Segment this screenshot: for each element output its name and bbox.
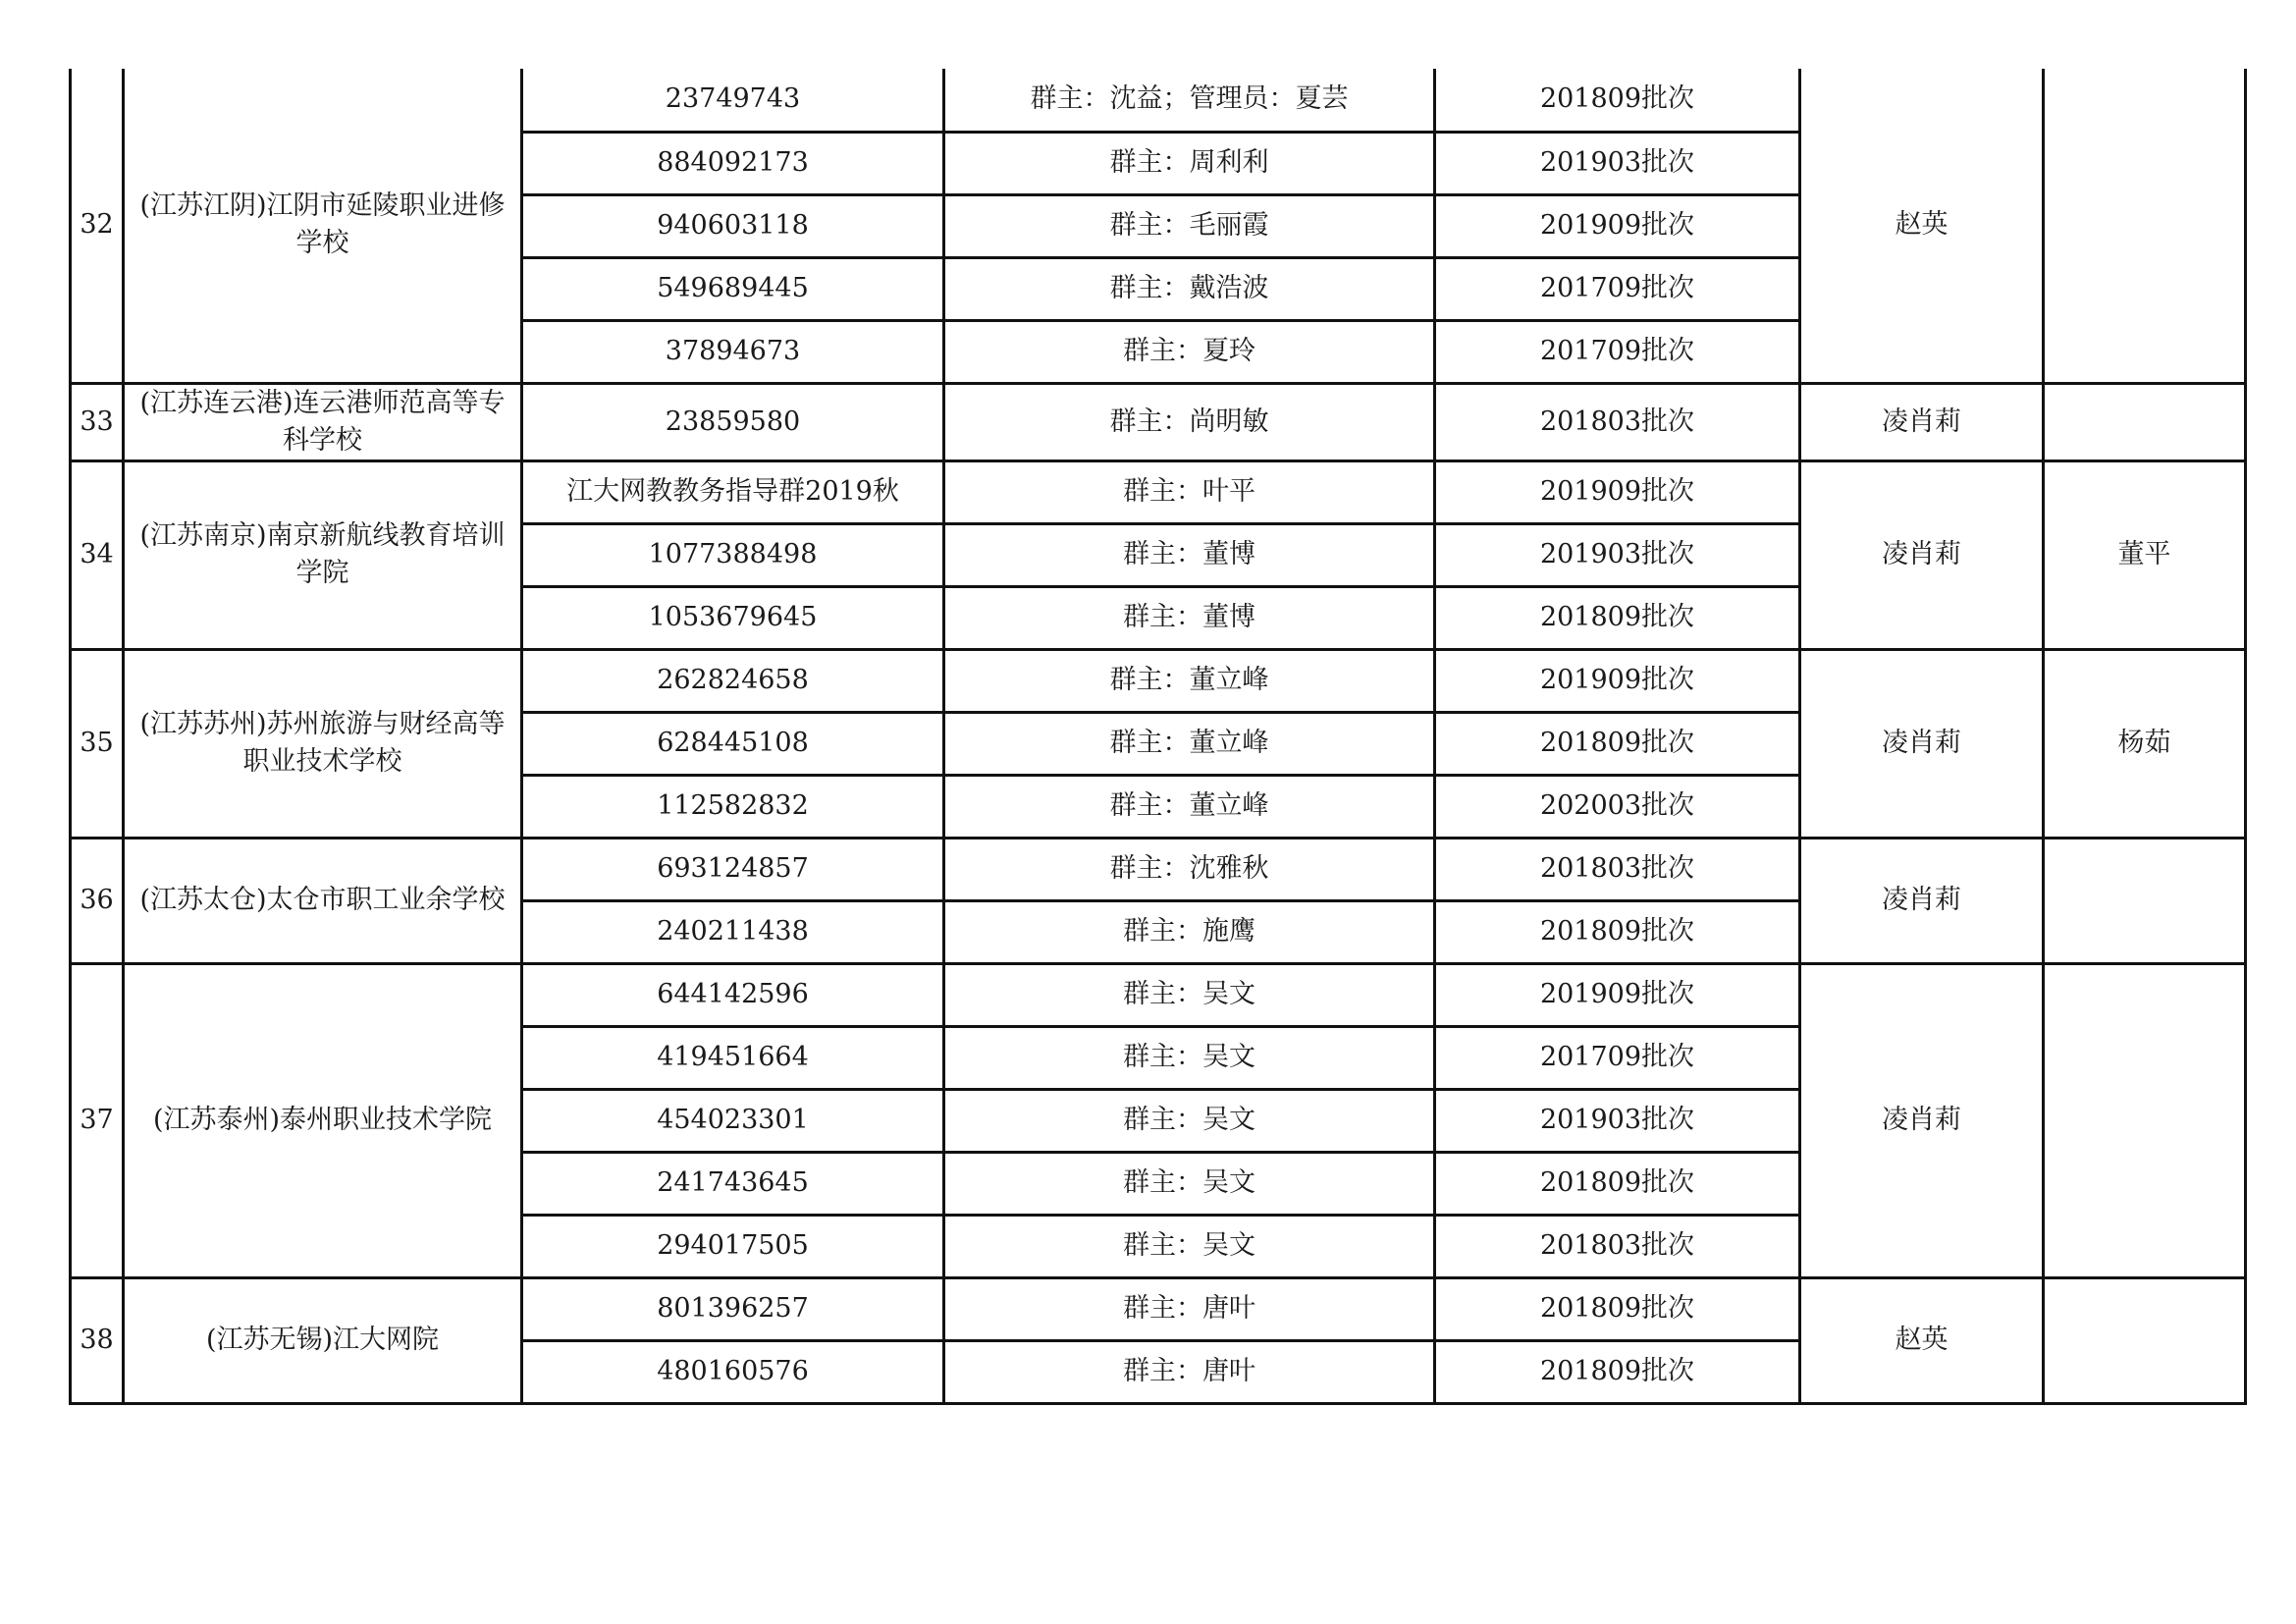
batch: 201803批次: [1435, 1215, 1800, 1277]
batch: 201803批次: [1435, 838, 1800, 900]
group-owner: 群主：董博: [944, 523, 1435, 586]
group-owner: 群主：吴文: [944, 1215, 1435, 1277]
qq-group-number: 419451664: [522, 1026, 944, 1089]
qq-group-number: 江大网教教务指导群2019秋: [522, 460, 944, 523]
batch: 201809批次: [1435, 712, 1800, 775]
qq-group-number: 454023301: [522, 1089, 944, 1152]
row-number: 37: [71, 963, 124, 1277]
row-number: 36: [71, 838, 124, 963]
contact-person: 赵英: [1800, 69, 2044, 383]
group-owner: 群主：叶平: [944, 460, 1435, 523]
table-row: [71, 838, 2246, 900]
contact-person: 凌肖莉: [1800, 460, 2044, 649]
group-owner: 群主：戴浩波: [944, 257, 1435, 320]
group-owner: 群主：董博: [944, 586, 1435, 649]
batch: 202003批次: [1435, 775, 1800, 838]
qq-group-number: 112582832: [522, 775, 944, 838]
assistant-person: 杨茹: [2044, 649, 2246, 838]
batch: 201903批次: [1435, 1089, 1800, 1152]
batch: 201903批次: [1435, 132, 1800, 194]
group-owner: 群主：董立峰: [944, 712, 1435, 775]
contact-person: 赵英: [1800, 1277, 2044, 1403]
table-row: [71, 963, 2246, 1026]
school-name: (江苏苏州)苏州旅游与财经高等职业技术学校: [124, 649, 522, 838]
group-owner: 群主：毛丽霞: [944, 194, 1435, 257]
table-row: [71, 69, 2246, 132]
batch: 201709批次: [1435, 257, 1800, 320]
assistant-person: [2044, 69, 2246, 383]
group-owner: 群主：吴文: [944, 1026, 1435, 1089]
contact-person: 凌肖莉: [1800, 649, 2044, 838]
batch: 201809批次: [1435, 1340, 1800, 1403]
group-owner: 群主：董立峰: [944, 775, 1435, 838]
contact-person: 凌肖莉: [1800, 963, 2044, 1277]
group-owner: 群主：夏玲: [944, 320, 1435, 383]
batch: 201909批次: [1435, 194, 1800, 257]
school-name: (江苏泰州)泰州职业技术学院: [124, 963, 522, 1277]
school-name: (江苏太仓)太仓市职工业余学校: [124, 838, 522, 963]
batch: 201809批次: [1435, 69, 1800, 132]
table-row: [71, 649, 2246, 712]
group-owner: 群主：董立峰: [944, 649, 1435, 712]
table-row: [71, 1277, 2246, 1340]
qq-group-number: 1053679645: [522, 586, 944, 649]
group-owner: 群主：吴文: [944, 1152, 1435, 1215]
group-owner: 群主：尚明敏: [944, 383, 1435, 460]
qq-group-number: 241743645: [522, 1152, 944, 1215]
group-owner: 群主：唐叶: [944, 1277, 1435, 1340]
qq-group-number: 801396257: [522, 1277, 944, 1340]
qq-group-number: 1077388498: [522, 523, 944, 586]
batch: 201803批次: [1435, 383, 1800, 460]
assistant-person: [2044, 383, 2246, 460]
qq-group-number: 693124857: [522, 838, 944, 900]
table-row: [71, 460, 2246, 523]
group-owner: 群主：吴文: [944, 963, 1435, 1026]
row-number: 33: [71, 383, 124, 460]
row-number: 34: [71, 460, 124, 649]
qq-group-number: 644142596: [522, 963, 944, 1026]
qq-group-number: 23749743: [522, 69, 944, 132]
group-owner: 群主：周利利: [944, 132, 1435, 194]
qq-group-number: 23859580: [522, 383, 944, 460]
contact-person: 凌肖莉: [1800, 383, 2044, 460]
qq-group-number: 480160576: [522, 1340, 944, 1403]
qq-group-number: 884092173: [522, 132, 944, 194]
batch: 201909批次: [1435, 460, 1800, 523]
qq-group-number: 240211438: [522, 900, 944, 963]
batch: 201909批次: [1435, 963, 1800, 1026]
batch: 201709批次: [1435, 1026, 1800, 1089]
qq-group-number: 628445108: [522, 712, 944, 775]
assistant-person: [2044, 963, 2246, 1277]
group-owner: 群主：施鹰: [944, 900, 1435, 963]
qq-group-number: 549689445: [522, 257, 944, 320]
group-owner: 群主：唐叶: [944, 1340, 1435, 1403]
group-owner: 群主：沈益；管理员：夏芸: [944, 69, 1435, 132]
school-name: (江苏无锡)江大网院: [124, 1277, 522, 1403]
school-name: (江苏连云港)连云港师范高等专科学校: [124, 383, 522, 460]
qq-group-number: 262824658: [522, 649, 944, 712]
group-owner: 群主：吴文: [944, 1089, 1435, 1152]
assistant-person: [2044, 1277, 2246, 1403]
row-number: 32: [71, 69, 124, 383]
batch: 201903批次: [1435, 523, 1800, 586]
batch: 201809批次: [1435, 900, 1800, 963]
qq-group-number: 37894673: [522, 320, 944, 383]
table-body: [71, 69, 2246, 1403]
batch: 201909批次: [1435, 649, 1800, 712]
contact-person: 凌肖莉: [1800, 838, 2044, 963]
school-name: (江苏南京)南京新航线教育培训学院: [124, 460, 522, 649]
batch: 201809批次: [1435, 586, 1800, 649]
qq-group-number: 940603118: [522, 194, 944, 257]
row-number: 38: [71, 1277, 124, 1403]
row-number: 35: [71, 649, 124, 838]
table-row: [71, 383, 2246, 460]
batch: 201809批次: [1435, 1152, 1800, 1215]
assistant-person: [2044, 838, 2246, 963]
qq-group-number: 294017505: [522, 1215, 944, 1277]
group-owner: 群主：沈雅秋: [944, 838, 1435, 900]
qq-group-table: [69, 69, 2247, 1405]
assistant-person: 董平: [2044, 460, 2246, 649]
school-name: (江苏江阴)江阴市延陵职业进修学校: [124, 69, 522, 383]
batch: 201709批次: [1435, 320, 1800, 383]
batch: 201809批次: [1435, 1277, 1800, 1340]
